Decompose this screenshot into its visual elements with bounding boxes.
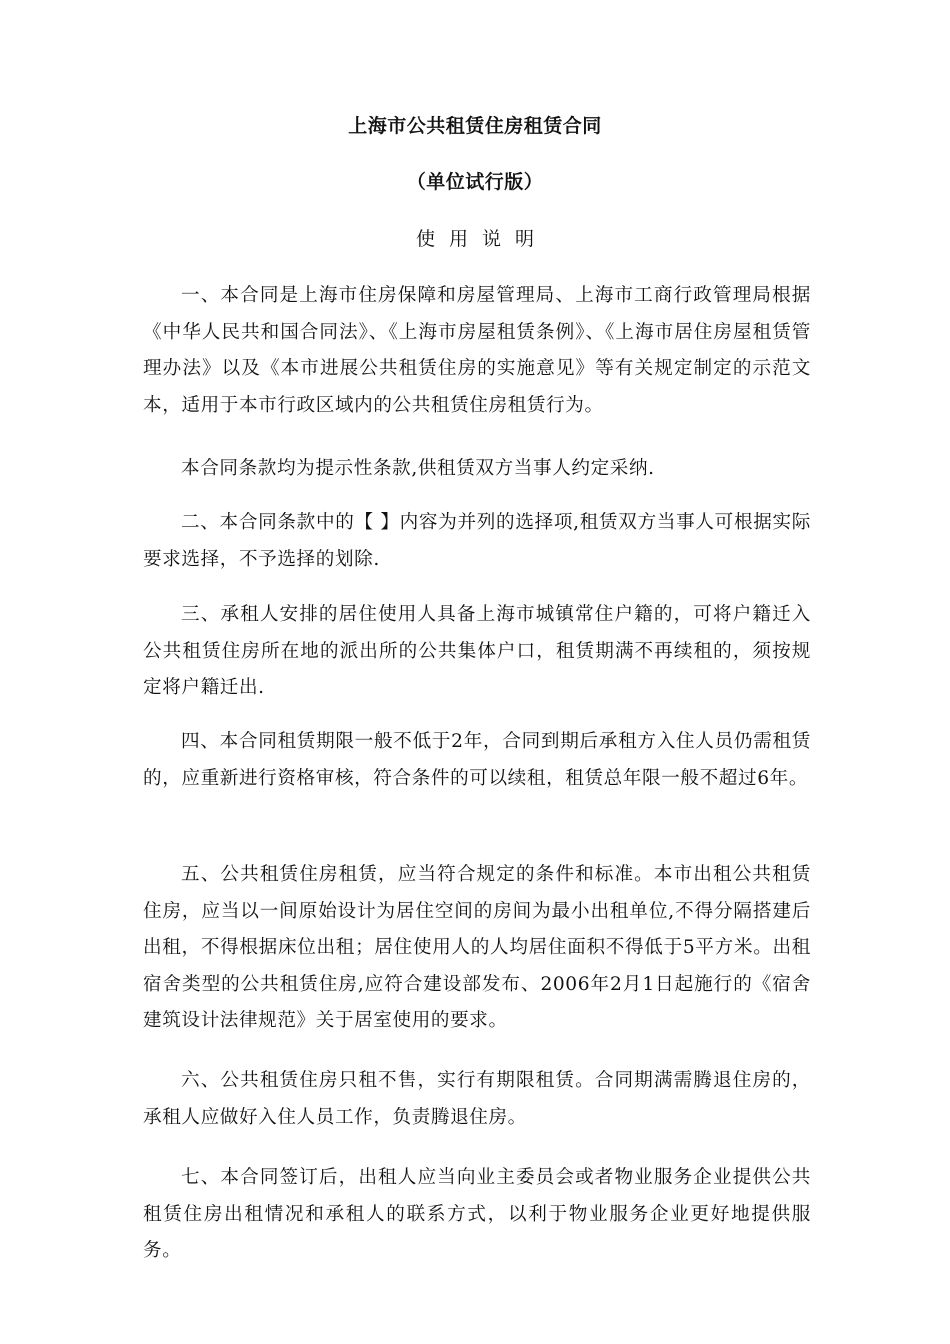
usage-instructions-heading: 使用说明 (415, 228, 548, 250)
paragraph-5: 五、公共租赁住房租赁，应当符合规定的条件和标准。本市出租公共租赁住房，应当以一间原始设计为居住空间的房间为最小出租单位,不得分隔搭建后出租，不得根据床位出租；居住使用人的人均居住面积不得低于5平方米。出租宿舍类型的公共租赁住房,应符合建设部发布、2006年2月1日起施行的《宿舍建筑设计法律规范》关于居室使用的要求。 (143, 864, 811, 1031)
paragraph-6: 六、公共租赁住房只租不售，实行有期限租赁。合同期满需腾退住房的，承租人应做好入住人员工作，负责腾退住房。 (143, 1070, 811, 1128)
paragraph-7: 七、本合同签订后，出租人应当向业主委员会或者物业服务企业提供公共租赁住房出租情况和承租人的联系方式，以利于物业服务企业更好地提供服务。 (143, 1167, 811, 1261)
document-subtitle: （单位试行版） (406, 171, 544, 193)
document-title: 上海市公共租赁住房租赁合同 (348, 115, 602, 137)
paragraph-4: 四、本合同租赁期限一般不低于2年，合同到期后承租方入住人员仍需租赁的，应重新进行资格审核，符合条件的可以续租，租赁总年限一般不超过6年。 (143, 731, 811, 789)
paragraph-2: 二、本合同条款中的【 】内容为并列的选择项,租赁双方当事人可根据实际要求选择，不予选择的划除. (143, 512, 811, 570)
paragraph-1-note: 本合同条款均为提示性条款,供租赁双方当事人约定采纳. (181, 458, 655, 479)
paragraph-3: 三、承租人安排的居住使用人具备上海市城镇常住户籍的，可将户籍迁入公共租赁住房所在地的派出所的公共集体户口，租赁期满不再续租的，须按规定将户籍迁出. (143, 604, 811, 698)
paragraph-1: 一、本合同是上海市住房保障和房屋管理局、上海市工商行政管理局根据《中华人民共和国合同法》、《上海市房屋租赁条例》、《上海市居住房屋租赁管理办法》以及《本市进展公共租赁住房的实施意见》等有关规定制定的示范文本，适用于本市行政区域内的公共租赁住房租赁行为。 (143, 285, 811, 416)
